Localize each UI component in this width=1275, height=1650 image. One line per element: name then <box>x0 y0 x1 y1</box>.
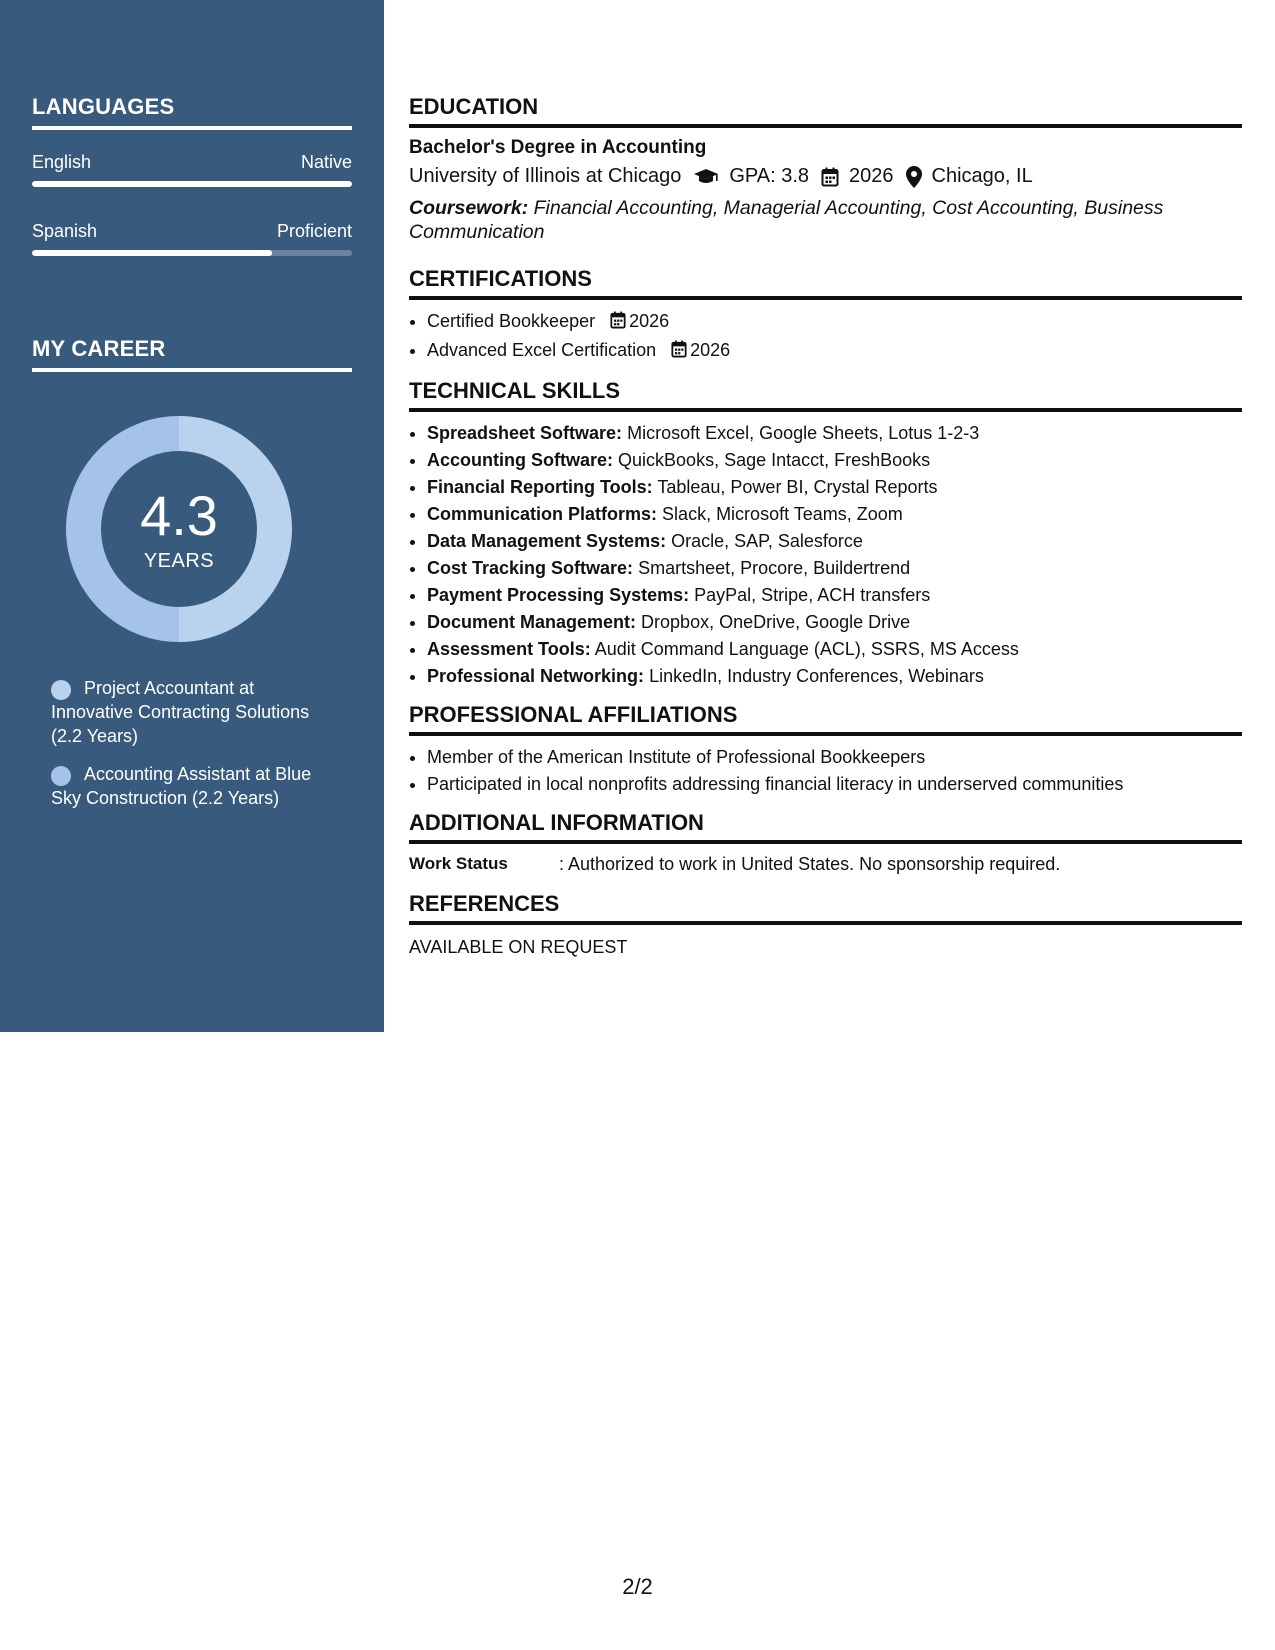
sidebar <box>0 0 384 1032</box>
skill-label: Communication Platforms: <box>427 504 658 524</box>
career-total-value: 4.3 <box>140 484 218 547</box>
skill-item <box>427 555 1242 582</box>
work-status-row <box>409 854 1242 875</box>
language-english <box>32 152 352 187</box>
skill-value: Dropbox, OneDrive, Google Drive <box>641 612 911 632</box>
skill-item <box>427 663 1242 690</box>
skill-item <box>427 447 1242 474</box>
additional-info-heading: ADDITIONAL INFORMATION <box>409 810 1242 844</box>
education-degree: Bachelor's Degree in Accounting <box>409 137 707 158</box>
skill-label: Spreadsheet Software: <box>427 423 623 443</box>
additional-info-section <box>409 810 1242 875</box>
career-dot-icon <box>51 680 71 700</box>
certification-item <box>427 337 1242 366</box>
skill-label: Financial Reporting Tools: <box>427 477 653 497</box>
skill-label: Payment Processing Systems: <box>427 585 690 605</box>
location-pin-icon <box>906 166 922 188</box>
skill-label: Professional Networking: <box>427 666 645 686</box>
work-status-label: Work Status <box>409 854 508 873</box>
language-name: Spanish <box>32 221 98 241</box>
language-proficiency-fill <box>32 181 352 187</box>
career-item <box>51 676 341 748</box>
education-school: University of Illinois at Chicago <box>409 165 682 187</box>
page-number: 2/2 <box>622 1574 653 1599</box>
skill-value: Microsoft Excel, Google Sheets, Lotus 1-2-3 <box>627 423 980 443</box>
language-level: Native <box>300 152 352 172</box>
education-gpa: GPA: 3.8 <box>729 165 810 187</box>
affiliation-item: • Member of the American Institute of Professional Bookkeepers <box>427 744 1242 771</box>
education-coursework <box>409 196 1242 244</box>
career-donut-chart <box>66 416 292 642</box>
career-total-unit: YEARS <box>143 550 215 572</box>
skill-label: Assessment Tools: <box>427 639 591 659</box>
skill-label: Document Management: <box>427 612 637 632</box>
skill-item <box>427 501 1242 528</box>
certifications-section <box>409 266 1242 366</box>
skill-value: Slack, Microsoft Teams, Zoom <box>662 504 903 524</box>
affiliations-heading: PROFESSIONAL AFFILIATIONS <box>409 702 1242 736</box>
career-item-label: Accounting Assistant at Blue Sky Construction (2.2 Years) <box>51 764 312 808</box>
skill-label: Accounting Software: <box>427 450 614 470</box>
technical-skills-heading: TECHNICAL SKILLS <box>409 378 1242 412</box>
main-content <box>409 94 1242 958</box>
skill-item <box>427 420 1242 447</box>
career-item-label: Project Accountant at Innovative Contracting Solutions (2.2 Years) <box>51 678 310 746</box>
skill-label: Data Management Systems: <box>427 531 667 551</box>
skill-item <box>427 474 1242 501</box>
language-proficiency-fill <box>32 250 272 256</box>
language-proficiency-bar <box>32 181 352 187</box>
skill-value: Smartsheet, Procore, Buildertrend <box>638 558 911 578</box>
certifications-heading: CERTIFICATIONS <box>409 266 1242 300</box>
certification-name: Advanced Excel Certification <box>427 340 657 360</box>
language-proficiency-bar <box>32 250 352 256</box>
coursework-label: Coursework: <box>409 197 529 219</box>
affiliations-list <box>409 744 1242 798</box>
certification-year: 2026 <box>629 311 670 331</box>
education-section <box>409 94 1242 244</box>
career-donut-center <box>66 416 292 642</box>
references-section <box>409 891 1242 958</box>
language-spanish <box>32 221 352 256</box>
calendar-icon <box>821 167 839 187</box>
career-heading: MY CAREER <box>32 336 352 372</box>
skill-value: Tableau, Power BI, Crystal Reports <box>657 477 938 497</box>
certification-year: 2026 <box>690 340 731 360</box>
skill-value: PayPal, Stripe, ACH transfers <box>694 585 931 605</box>
skill-item <box>427 528 1242 555</box>
education-heading: EDUCATION <box>409 94 1242 128</box>
skill-label: Cost Tracking Software: <box>427 558 634 578</box>
languages-heading: LANGUAGES <box>32 94 352 130</box>
skill-item <box>427 609 1242 636</box>
skill-value: Audit Command Language (ACL), SSRS, MS Access <box>594 639 1019 659</box>
coursework-text: Financial Accounting, Managerial Accounting, Cost Accounting, Business Communication <box>409 197 1164 243</box>
career-item <box>51 762 341 810</box>
certification-name: Certified Bookkeeper <box>427 311 596 331</box>
calendar-icon <box>671 339 687 366</box>
affiliation-item: • Participated in local nonprofits addressing financial literacy in underserved communities <box>427 771 1242 798</box>
affiliations-section <box>409 702 1242 798</box>
education-details <box>409 165 1242 188</box>
career-list <box>51 676 341 824</box>
technical-skills-list <box>409 420 1242 690</box>
career-dot-icon <box>51 766 71 786</box>
language-level: Proficient <box>276 221 352 241</box>
graduation-cap-icon <box>693 168 719 186</box>
skill-value: Oracle, SAP, Salesforce <box>671 531 863 551</box>
skill-value: QuickBooks, Sage Intacct, FreshBooks <box>618 450 931 470</box>
language-name: English <box>32 152 92 172</box>
education-year: 2026 <box>849 165 894 187</box>
certifications-list <box>409 308 1242 366</box>
certification-item <box>427 308 1242 337</box>
references-heading: REFERENCES <box>409 891 1242 925</box>
education-location: Chicago, IL <box>931 165 1033 187</box>
work-status-value: : Authorized to work in United States. No sponsorship required. <box>559 854 1061 874</box>
skill-value: LinkedIn, Industry Conferences, Webinars <box>649 666 984 686</box>
calendar-icon <box>610 310 626 337</box>
technical-skills-section <box>409 378 1242 690</box>
skill-item <box>427 636 1242 663</box>
references-text: AVAILABLE ON REQUEST <box>409 937 628 957</box>
skill-item <box>427 582 1242 609</box>
